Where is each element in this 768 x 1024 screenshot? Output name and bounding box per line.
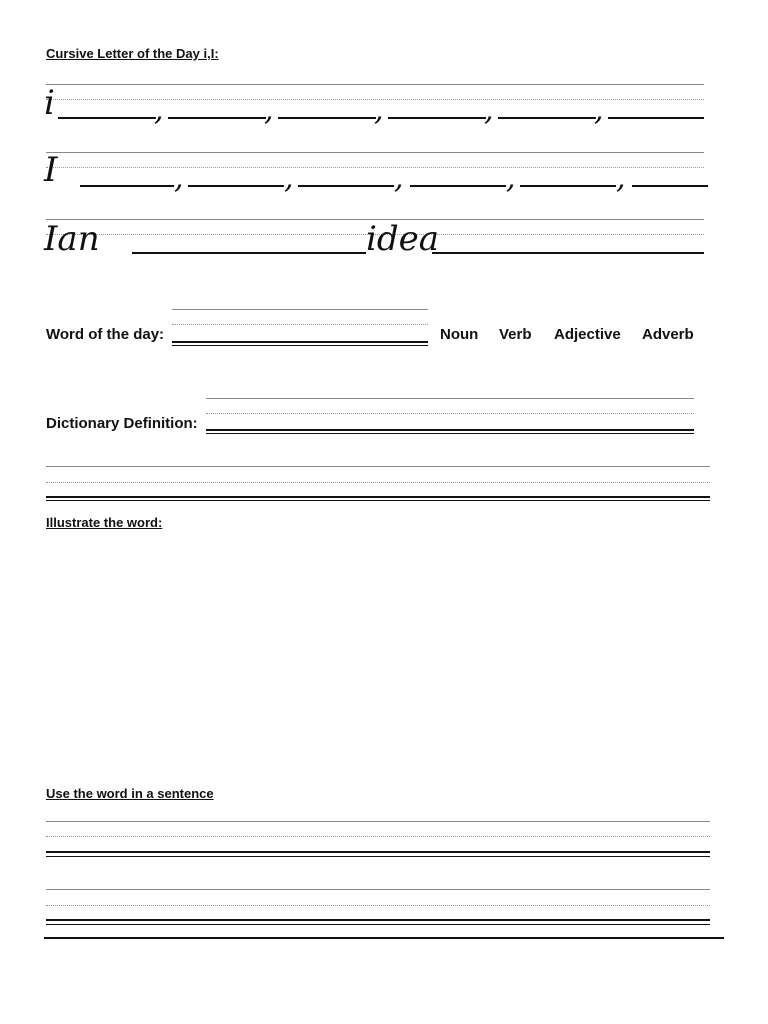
pos-adjective[interactable]: Adjective [554,326,621,343]
pos-noun[interactable]: Noun [440,326,479,343]
comma-mark: , [154,93,164,128]
pos-verb[interactable]: Verb [499,326,532,343]
cursive-letter-upper: I [44,150,58,190]
comma-mark: , [374,93,384,128]
sentence-label: Use the word in a sentence [46,786,214,801]
comma-mark: , [264,93,274,128]
word-blank-2[interactable] [432,252,704,254]
illustration-area[interactable] [46,535,710,775]
illustrate-label: Illustrate the word: [46,515,163,530]
page-title: Cursive Letter of the Day i,I: [46,46,219,61]
comma-mark: , [594,93,604,128]
comma-mark: , [616,161,626,196]
word-blank-1[interactable] [132,252,366,254]
word-of-day-blank[interactable] [172,341,428,343]
cursive-word-ian: Ian [44,219,100,259]
definition-label: Dictionary Definition: [46,415,198,432]
word-of-day-label: Word of the day: [46,326,165,343]
cursive-letter-lower: i [44,83,55,123]
definition-blank-2[interactable] [46,496,710,498]
definition-blank-1[interactable] [206,429,694,431]
comma-mark: , [484,93,494,128]
cursive-word-idea: idea [366,219,440,259]
comma-mark: , [506,161,516,196]
comma-mark: , [394,161,404,196]
comma-mark: , [284,161,294,196]
comma-mark: , [174,161,184,196]
pos-adverb[interactable]: Adverb [642,326,694,343]
